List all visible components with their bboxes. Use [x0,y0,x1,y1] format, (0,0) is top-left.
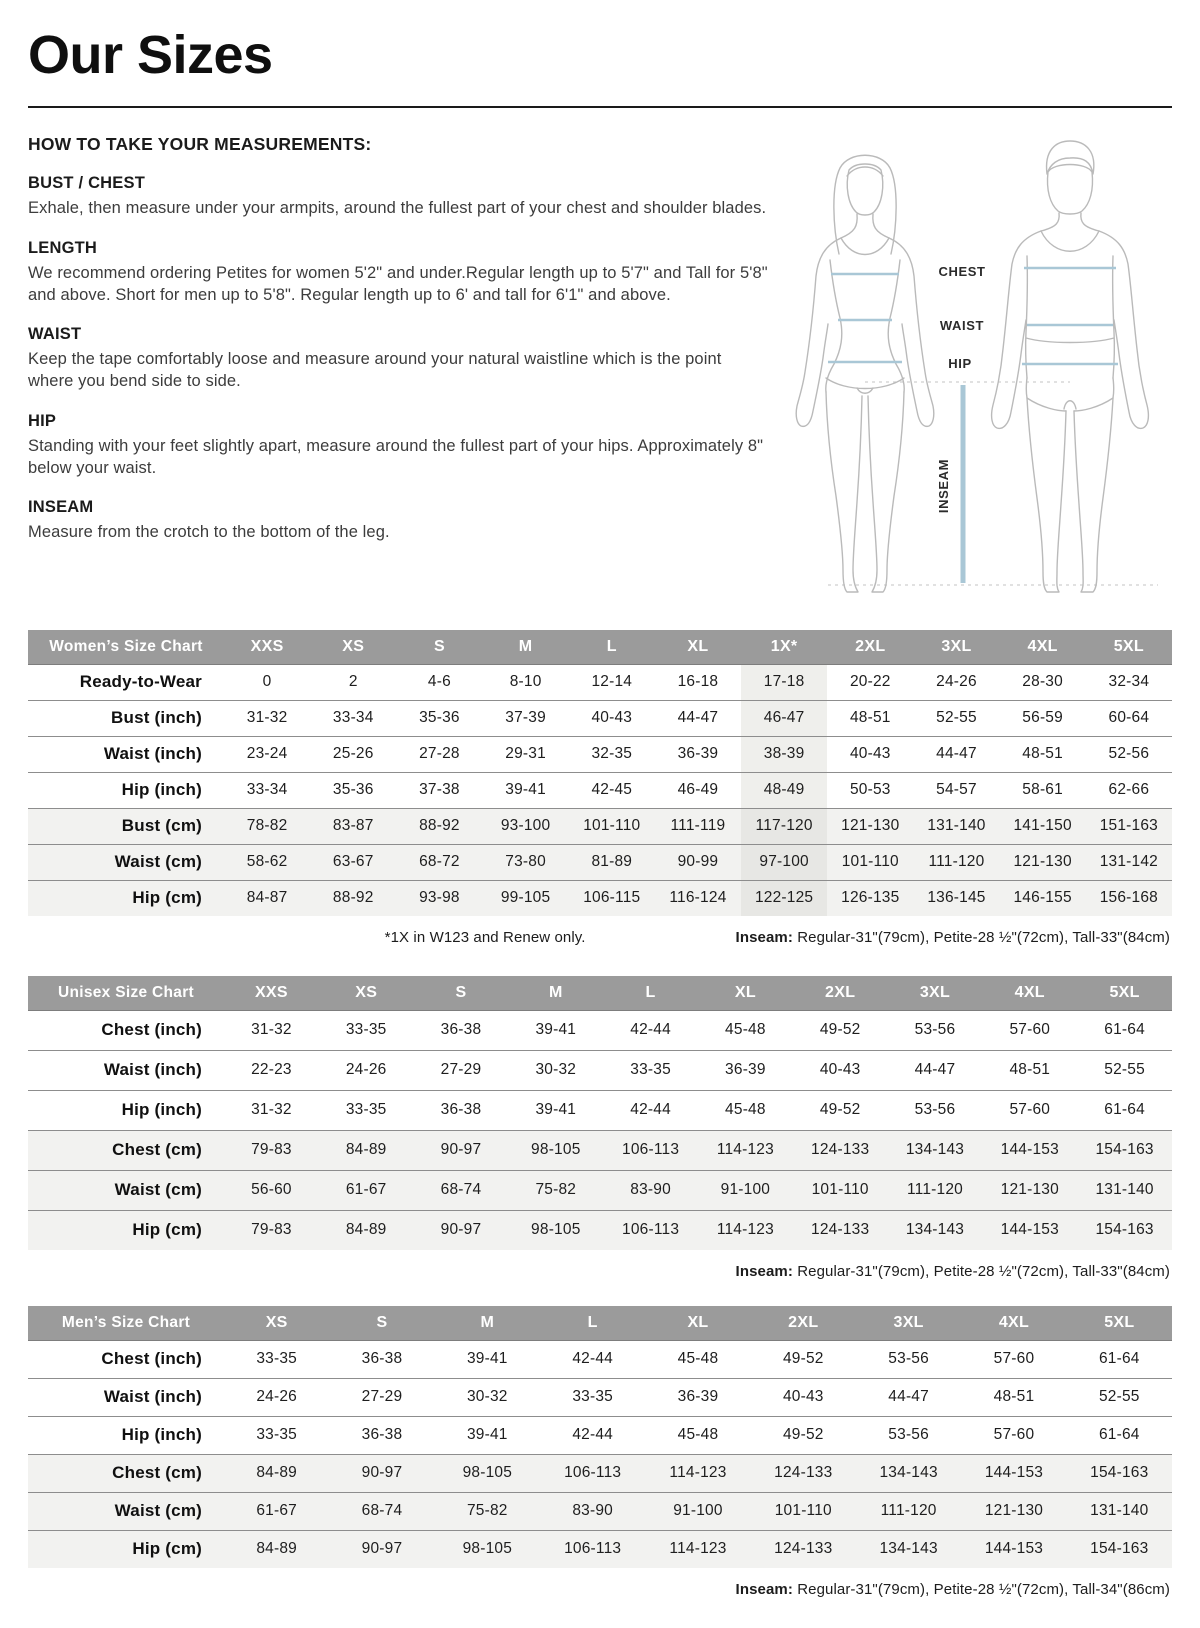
size-value-cell: 48-51 [961,1378,1066,1416]
unisex-size-chart-section [28,976,1172,1280]
row-label: Hip (cm) [28,1530,224,1568]
table-title: Women’s Size Chart [28,630,224,664]
size-value-cell: 45-48 [677,1350,719,1367]
size-value-cell: 44-47 [913,736,999,772]
size-value-cell: 121-130 [827,808,913,844]
size-value-cell: 61-67 [224,1492,329,1530]
section-body-waist: Keep the tape comfortably loose and measure around your natural waistline which is the point where you bend side to side. [28,350,722,391]
size-value-cell: 42-44 [540,1416,645,1454]
table-title: Men’s Size Chart [28,1306,224,1340]
size-column-header: 3XL [888,976,983,1010]
size-value-cell: 53-56 [856,1416,961,1454]
mens-size-chart-table [28,1306,1172,1568]
table-row [28,664,1172,700]
size-value-cell: 24-26 [224,1378,329,1416]
row-label: Hip (inch) [28,1416,224,1454]
size-value-cell: 33-35 [540,1378,645,1416]
size-value-cell: 8-10 [509,673,542,690]
size-column-header: 4XL [1000,630,1086,664]
size-value-cell: 68-72 [396,844,482,880]
table-row [28,1130,1172,1170]
size-value-cell: 136-145 [913,880,999,916]
size-column-header: 1X* [741,630,827,664]
size-value-cell: 134-143 [888,1130,983,1170]
measurements-section [28,132,1172,604]
row-label: Bust (inch) [28,700,224,736]
chest-label: CHEST [938,264,986,279]
size-value-cell: 117-120 [741,808,827,844]
size-value-cell: 73-80 [483,844,569,880]
size-value-cell: 12-14 [591,673,633,690]
size-value-cell: 144-153 [982,1130,1077,1170]
size-value-cell: 106-113 [603,1210,698,1250]
size-value-cell: 134-143 [856,1530,961,1568]
measurement-instructions [28,132,770,544]
row-label: Chest (cm) [28,1454,224,1492]
size-value-cell: 33-35 [319,1090,414,1130]
size-value-cell: 81-89 [569,844,655,880]
size-value-cell: 116-124 [655,880,741,916]
row-label: Waist (inch) [28,1050,224,1090]
size-value-cell: 53-56 [914,1021,956,1038]
size-value-cell: 36-38 [361,1350,403,1367]
size-value-cell: 78-82 [224,808,310,844]
size-value-cell: 33-35 [345,1021,387,1038]
row-label: Hip (cm) [28,1210,224,1250]
size-value-cell: 57-60 [1009,1021,1051,1038]
size-value-cell: 79-83 [224,1130,319,1170]
row-label: Waist (cm) [28,1492,224,1530]
size-value-cell: 58-62 [224,844,310,880]
size-value-cell: 49-52 [793,1090,888,1130]
size-value-cell: 154-163 [1067,1454,1172,1492]
table-row [28,1090,1172,1130]
hip-label: HIP [948,356,972,371]
size-value-cell: 111-120 [888,1170,983,1210]
size-value-cell: 126-135 [827,880,913,916]
size-value-cell: 90-97 [329,1454,434,1492]
size-value-cell: 35-36 [310,772,396,808]
table-row [28,700,1172,736]
section-title-length: LENGTH [28,238,98,257]
size-column-header: M [508,976,603,1010]
size-value-cell: 42-44 [572,1350,613,1367]
table-row [28,1530,1172,1568]
size-value-cell: 57-60 [993,1350,1035,1367]
section-body-hip: Standing with your feet slightly apart, measure around the fullest part of your hips. Approximately 8" below your waist. [28,436,764,477]
size-value-cell: 30-32 [435,1378,540,1416]
size-value-cell: 97-100 [741,844,827,880]
size-value-cell: 33-34 [224,772,310,808]
size-value-cell: 62-66 [1086,772,1172,808]
section-title-bust-chest: BUST / CHEST [28,174,145,192]
size-value-cell: 106-113 [540,1530,645,1568]
row-label: Waist (cm) [28,844,224,880]
womens-chart-footnotes [30,929,1170,946]
size-value-cell: 42-45 [569,772,655,808]
size-column-header: 3XL [913,630,999,664]
size-value-cell: 90-99 [655,844,741,880]
size-value-cell: 101-110 [751,1492,856,1530]
size-value-cell: 31-32 [251,1021,292,1038]
size-value-cell: 84-89 [224,1454,329,1492]
size-value-cell: 114-123 [645,1530,750,1568]
size-value-cell: 68-74 [329,1492,434,1530]
size-value-cell: 131-140 [913,808,999,844]
size-column-header: 5XL [1086,630,1172,664]
size-column-header: XS [224,1306,329,1340]
size-value-cell: 40-43 [569,700,655,736]
size-column-header: 4XL [961,1306,1066,1340]
size-value-cell: 48-51 [982,1050,1077,1090]
row-label: Waist (inch) [28,736,224,772]
size-value-cell: 61-64 [1067,1416,1172,1454]
table-row [28,844,1172,880]
mens-inseam-footnote: Inseam: Regular-31"(79cm), Petite-28 ½"(72cm), Tall-34"(86cm) [735,1581,1170,1598]
size-value-cell: 131-140 [1077,1170,1172,1210]
size-value-cell: 134-143 [856,1454,961,1492]
section-title-hip: HIP [28,411,57,430]
size-value-cell: 33-35 [603,1050,698,1090]
size-value-cell: 24-26 [936,673,977,690]
size-value-cell: 36-39 [698,1050,793,1090]
size-value-cell: 121-130 [982,1170,1077,1210]
size-value-cell: 39-41 [466,1350,508,1367]
section-body-length: We recommend ordering Petites for women 5'2" and under.Regular length up to 5'7" and Tall for 5'8" and above. Short for men up to 5'8". Regular length up to 6' and tall for 6'1" and above. [28,263,768,304]
table-row [28,1454,1172,1492]
table-row [28,808,1172,844]
unisex-inseam-footnote: Inseam: Regular-31"(79cm), Petite-28 ½"(72cm), Tall-33"(84cm) [735,1263,1170,1280]
size-value-cell: 33-35 [224,1416,329,1454]
size-value-cell: 83-90 [603,1170,698,1210]
size-value-cell: 98-105 [508,1210,603,1250]
size-value-cell: 93-100 [483,808,569,844]
size-value-cell: 99-105 [483,880,569,916]
size-value-cell: 44-47 [856,1378,961,1416]
size-value-cell: 2 [348,673,358,690]
row-label: Waist (inch) [28,1378,224,1416]
size-value-cell: 52-55 [1067,1378,1172,1416]
table-row [28,1378,1172,1416]
row-label: Ready-to-Wear [79,672,202,691]
size-value-cell: 48-51 [827,700,913,736]
size-value-cell: 40-43 [793,1050,888,1090]
size-value-cell: 114-123 [698,1130,793,1170]
size-value-cell: 42-44 [603,1090,698,1130]
size-value-cell: 38-39 [741,736,827,772]
row-label: Bust (cm) [28,808,224,844]
size-value-cell: 68-74 [414,1170,509,1210]
table-row [28,1210,1172,1250]
size-value-cell: 17-18 [741,664,827,700]
size-column-header: XXS [224,976,319,1010]
size-value-cell: 37-39 [483,700,569,736]
row-label: Chest (inch) [101,1020,202,1039]
size-value-cell: 91-100 [645,1492,750,1530]
size-value-cell: 61-64 [1098,1350,1140,1367]
table-row [28,1170,1172,1210]
table-row [28,1416,1172,1454]
womens-size-chart-section [28,630,1172,946]
size-value-cell: 144-153 [961,1454,1066,1492]
size-value-cell: 22-23 [224,1050,319,1090]
size-value-cell: 101-110 [569,808,655,844]
size-value-cell: 144-153 [982,1210,1077,1250]
size-value-cell: 40-43 [751,1378,856,1416]
size-value-cell: 33-34 [310,700,396,736]
size-value-cell: 88-92 [310,880,396,916]
size-value-cell: 53-56 [888,1090,983,1130]
size-value-cell: 134-143 [888,1210,983,1250]
size-value-cell: 151-163 [1086,808,1172,844]
size-value-cell: 84-89 [319,1130,414,1170]
size-value-cell: 60-64 [1086,700,1172,736]
size-value-cell: 39-41 [535,1021,577,1038]
size-column-header: S [414,976,509,1010]
size-column-header: XL [655,630,741,664]
size-value-cell: 106-113 [540,1454,645,1492]
waist-label: WAIST [939,318,985,333]
body-measurement-figures-illustration [770,134,1190,604]
size-value-cell: 48-51 [1000,736,1086,772]
size-column-header: L [569,630,655,664]
size-value-cell: 61-64 [1104,1021,1145,1038]
size-value-cell: 154-163 [1077,1210,1172,1250]
table-row [28,1010,1172,1050]
footnote-1x-note: *1X in W123 and Renew only. [384,929,586,946]
table-row [28,880,1172,916]
row-label: Chest (cm) [28,1130,224,1170]
man-figure [992,141,1149,592]
size-value-cell: 111-120 [913,844,999,880]
size-value-cell: 144-153 [961,1530,1066,1568]
size-value-cell: 54-57 [913,772,999,808]
size-value-cell: 154-163 [1067,1530,1172,1568]
unisex-size-chart-table [28,976,1172,1250]
size-value-cell: 114-123 [645,1454,750,1492]
size-value-cell: 124-133 [793,1130,888,1170]
section-body-inseam: Measure from the crotch to the bottom of the leg. [28,523,390,542]
size-column-header: 4XL [982,976,1077,1010]
instructions-heading: HOW TO TAKE YOUR MEASUREMENTS: [28,134,372,154]
size-value-cell: 98-105 [435,1530,540,1568]
size-value-cell: 28-30 [1022,673,1063,690]
size-value-cell: 36-38 [440,1021,482,1038]
size-column-header: L [540,1306,645,1340]
size-column-header: 3XL [856,1306,961,1340]
size-value-cell: 111-120 [856,1492,961,1530]
size-value-cell: 49-52 [819,1021,861,1038]
size-chart-header-row [28,630,1172,664]
size-value-cell: 131-140 [1067,1492,1172,1530]
size-value-cell: 114-123 [698,1210,793,1250]
size-value-cell: 45-48 [725,1021,766,1038]
size-value-cell: 30-32 [508,1050,603,1090]
size-value-cell: 90-97 [414,1210,509,1250]
size-value-cell: 98-105 [508,1130,603,1170]
row-label: Hip (inch) [28,1090,224,1130]
size-value-cell: 46-47 [741,700,827,736]
size-value-cell: 101-110 [827,844,913,880]
size-value-cell: 16-18 [677,673,719,690]
size-value-cell: 124-133 [751,1530,856,1568]
size-value-cell: 106-115 [569,880,655,916]
size-value-cell: 124-133 [751,1454,856,1492]
title-divider [28,106,1172,108]
size-value-cell: 88-92 [396,808,482,844]
size-value-cell: 27-28 [396,736,482,772]
size-value-cell: 84-89 [224,1530,329,1568]
size-column-header: XS [319,976,414,1010]
size-value-cell: 106-113 [603,1130,698,1170]
size-value-cell: 31-32 [224,700,310,736]
size-value-cell: 90-97 [414,1130,509,1170]
size-value-cell: 156-168 [1086,880,1172,916]
size-value-cell: 124-133 [793,1210,888,1250]
size-value-cell: 57-60 [961,1416,1066,1454]
size-value-cell: 20-22 [849,673,891,690]
size-column-header: S [329,1306,434,1340]
row-label: Chest (inch) [101,1349,202,1368]
row-label: Waist (cm) [28,1170,224,1210]
table-row [28,1340,1172,1378]
size-value-cell: 49-52 [751,1416,856,1454]
size-column-header: 5XL [1077,976,1172,1010]
size-column-header: S [396,630,482,664]
size-column-header: XL [698,976,793,1010]
size-value-cell: 36-38 [329,1416,434,1454]
size-value-cell: 29-31 [483,736,569,772]
inseam-label: INSEAM [936,458,951,514]
size-value-cell: 75-82 [435,1492,540,1530]
size-value-cell: 35-36 [396,700,482,736]
size-value-cell: 42-44 [630,1021,671,1038]
size-value-cell: 52-55 [1077,1050,1172,1090]
measurement-diagram [770,134,1190,604]
size-column-header: M [483,630,569,664]
woman-figure [796,155,934,592]
size-value-cell: 83-87 [310,808,396,844]
size-value-cell: 25-26 [310,736,396,772]
size-value-cell: 49-52 [782,1350,824,1367]
size-value-cell: 27-29 [329,1378,434,1416]
size-value-cell: 121-130 [961,1492,1066,1530]
size-value-cell: 36-39 [655,736,741,772]
size-chart-header-row [28,1306,1172,1340]
size-value-cell: 91-100 [698,1170,793,1210]
size-column-header: 5XL [1067,1306,1172,1340]
size-value-cell: 146-155 [1000,880,1086,916]
size-value-cell: 56-59 [1000,700,1086,736]
size-column-header: L [603,976,698,1010]
size-value-cell: 58-61 [1000,772,1086,808]
size-value-cell: 57-60 [982,1090,1077,1130]
size-value-cell: 32-35 [569,736,655,772]
size-value-cell: 111-119 [655,808,741,844]
section-body-bust-chest: Exhale, then measure under your armpits, around the fullest part of your chest and shoulder blades. [28,199,767,217]
size-column-header: XXS [224,630,310,664]
size-value-cell: 53-56 [888,1350,929,1367]
row-label: Hip (cm) [28,880,224,916]
section-title-inseam: INSEAM [28,498,94,517]
size-chart-header-row [28,976,1172,1010]
table-row [28,1050,1172,1090]
size-value-cell: 79-83 [224,1210,319,1250]
size-value-cell: 46-49 [655,772,741,808]
size-column-header: 2XL [751,1306,856,1340]
size-value-cell: 37-38 [396,772,482,808]
size-value-cell: 141-150 [1000,808,1086,844]
size-value-cell: 39-41 [435,1416,540,1454]
size-value-cell: 84-89 [319,1210,414,1250]
size-column-header: 2XL [793,976,888,1010]
size-value-cell: 36-39 [645,1378,750,1416]
size-value-cell: 101-110 [793,1170,888,1210]
size-value-cell: 52-55 [913,700,999,736]
section-title-waist: WAIST [28,325,82,344]
size-value-cell: 61-64 [1077,1090,1172,1130]
size-value-cell: 84-87 [224,880,310,916]
table-row [28,772,1172,808]
size-value-cell: 39-41 [508,1090,603,1130]
size-value-cell: 45-48 [645,1416,750,1454]
size-value-cell: 40-43 [827,736,913,772]
page-title: Our Sizes [28,25,273,85]
size-value-cell: 61-67 [319,1170,414,1210]
size-value-cell: 122-125 [741,880,827,916]
size-column-header: XS [310,630,396,664]
size-value-cell: 48-49 [741,772,827,808]
size-value-cell: 45-48 [698,1090,793,1130]
size-value-cell: 63-67 [310,844,396,880]
size-value-cell: 52-56 [1086,736,1172,772]
size-value-cell: 4-6 [427,673,451,690]
size-column-header: M [435,1306,540,1340]
size-value-cell: 98-105 [435,1454,540,1492]
size-value-cell: 121-130 [1000,844,1086,880]
size-value-cell: 75-82 [508,1170,603,1210]
size-column-header: 2XL [827,630,913,664]
size-value-cell: 83-90 [540,1492,645,1530]
size-value-cell: 36-38 [414,1090,509,1130]
size-value-cell: 32-34 [1108,673,1150,690]
size-value-cell: 93-98 [396,880,482,916]
size-value-cell: 154-163 [1077,1130,1172,1170]
size-value-cell: 31-32 [224,1090,319,1130]
size-value-cell: 33-35 [256,1350,297,1367]
size-value-cell: 50-53 [827,772,913,808]
size-value-cell: 24-26 [319,1050,414,1090]
size-value-cell: 39-41 [483,772,569,808]
womens-inseam-footnote: Inseam: Regular-31"(79cm), Petite-28 ½"(72cm), Tall-33"(84cm) [735,929,1170,946]
size-value-cell: 23-24 [224,736,310,772]
table-row [28,1492,1172,1530]
row-label: Hip (inch) [28,772,224,808]
size-value-cell: 90-97 [329,1530,434,1568]
size-column-header: XL [645,1306,750,1340]
table-row [28,736,1172,772]
size-value-cell: 56-60 [224,1170,319,1210]
size-value-cell: 44-47 [888,1050,983,1090]
size-value-cell: 0 [262,673,272,690]
table-title: Unisex Size Chart [28,976,224,1010]
size-value-cell: 44-47 [655,700,741,736]
size-value-cell: 131-142 [1086,844,1172,880]
size-value-cell: 27-29 [414,1050,509,1090]
mens-size-chart-section [28,1306,1172,1598]
womens-size-chart-table [28,630,1172,916]
